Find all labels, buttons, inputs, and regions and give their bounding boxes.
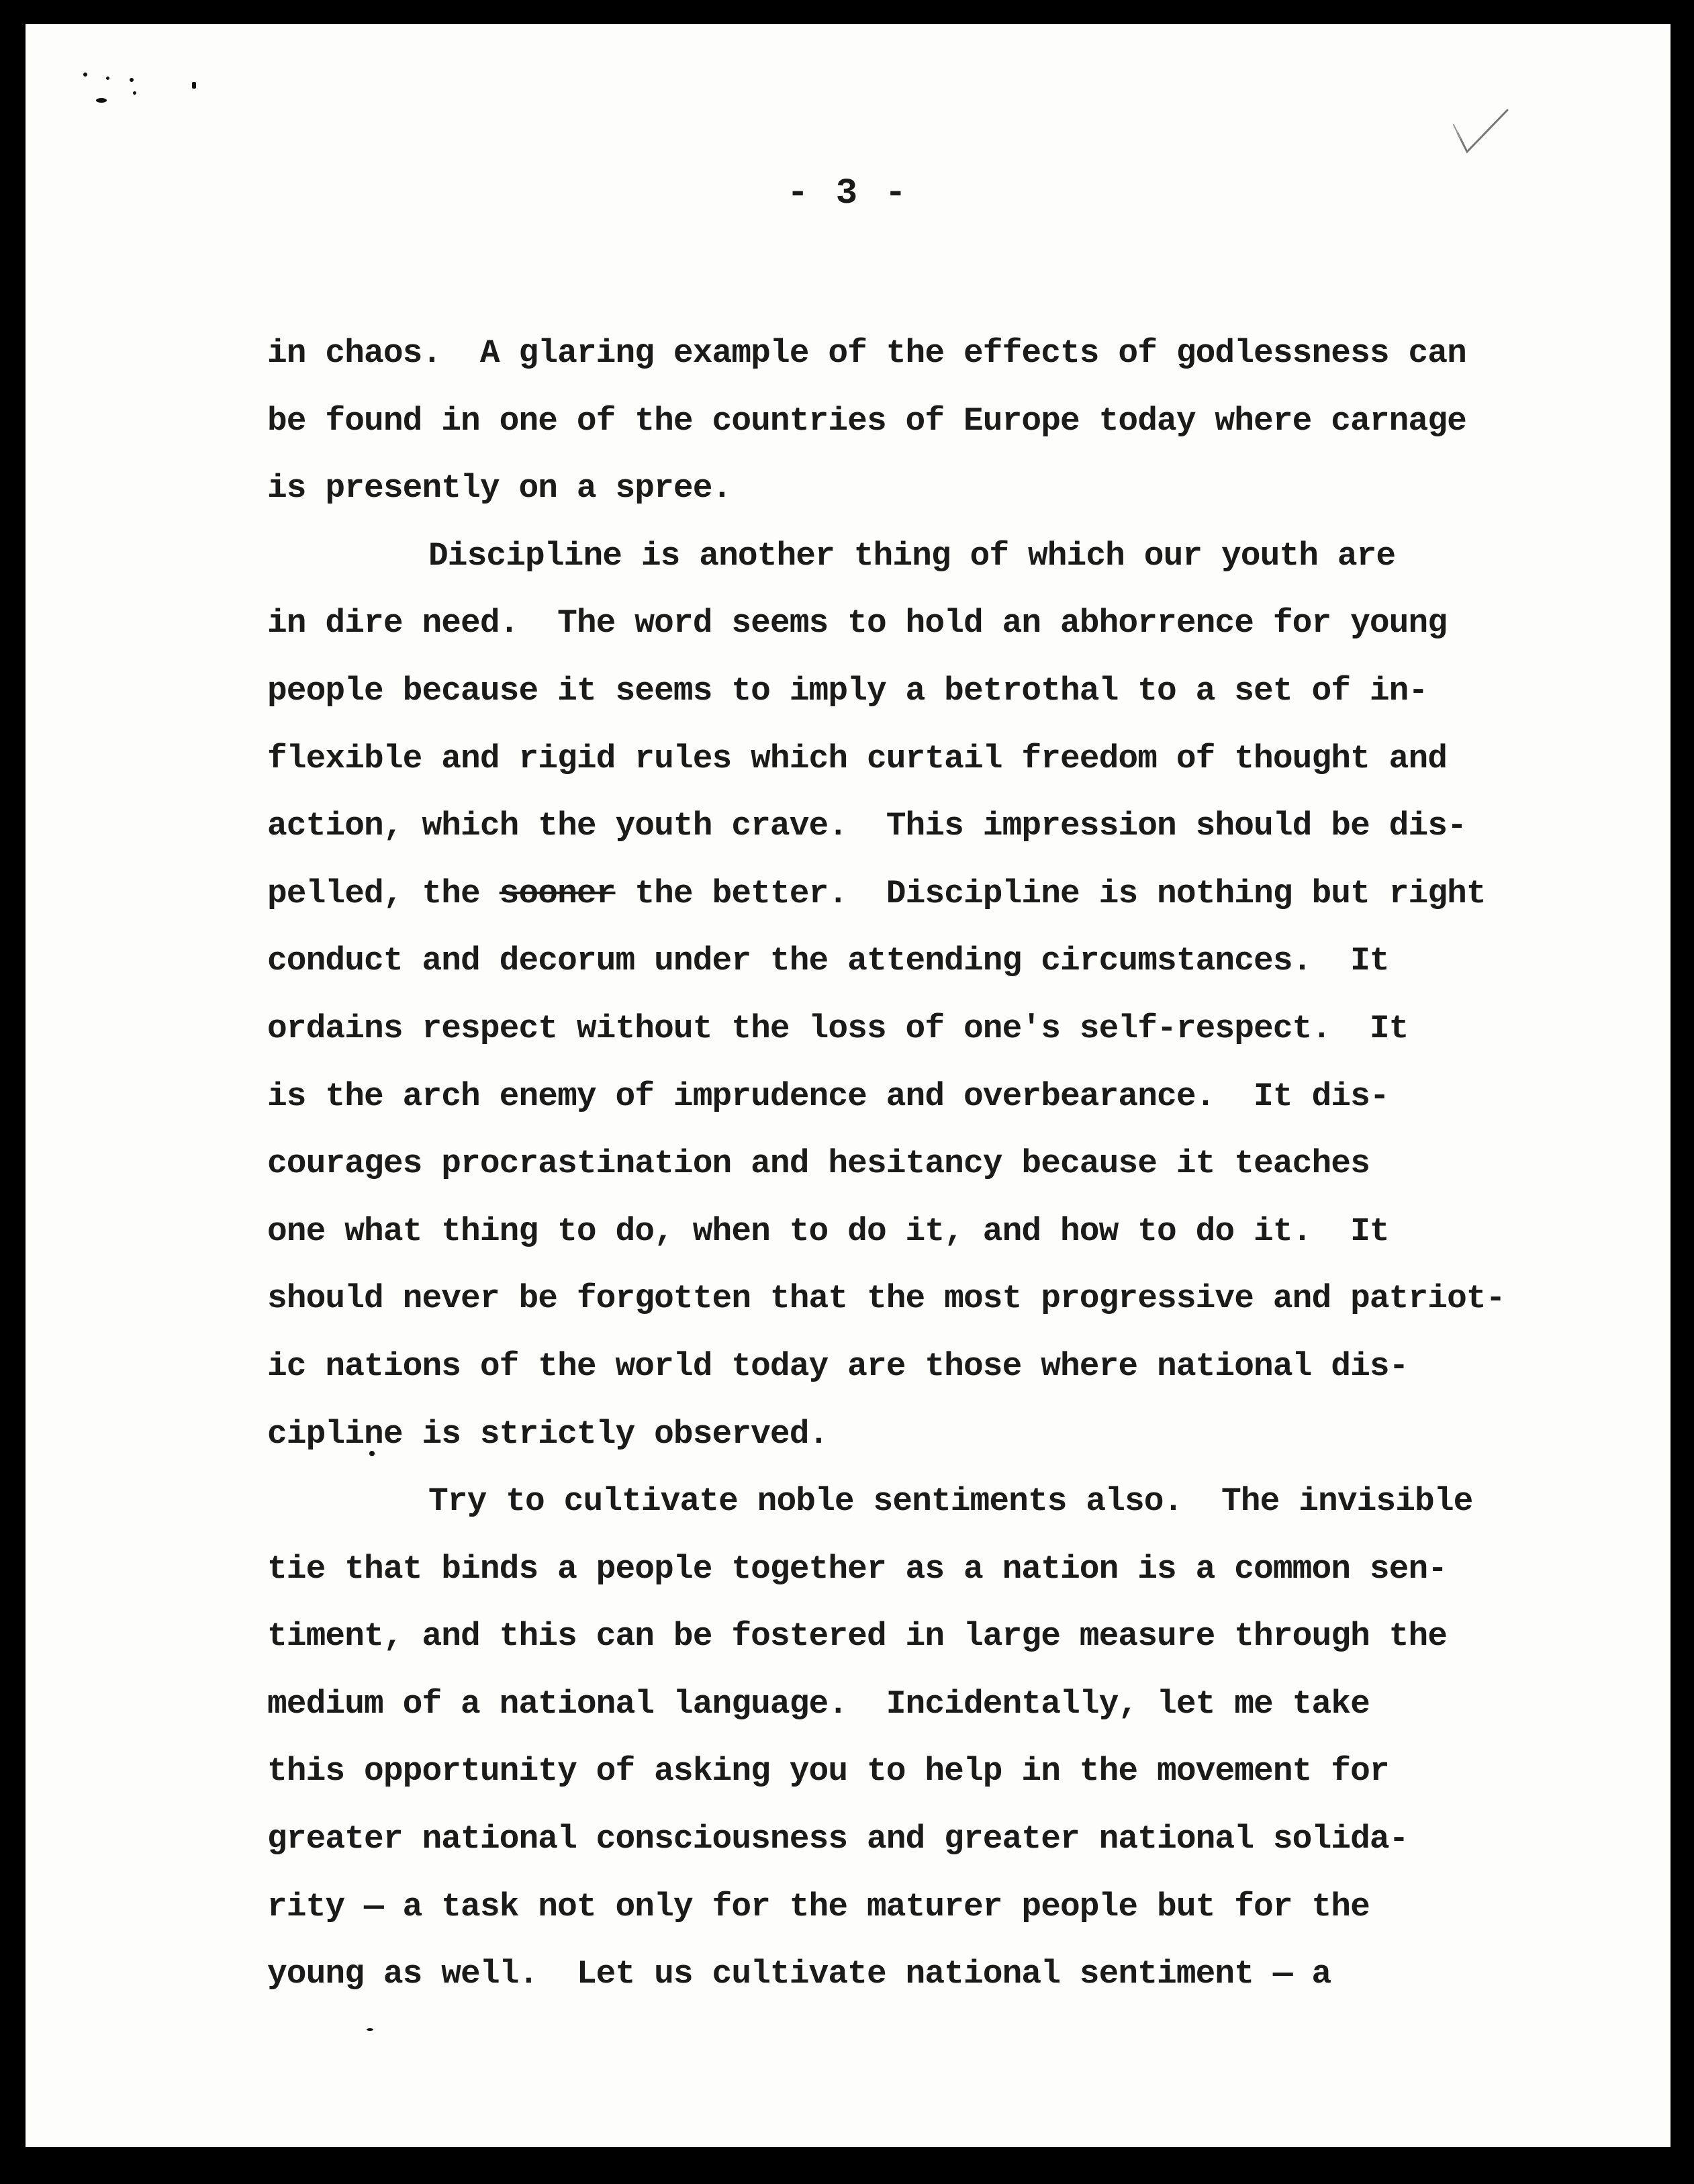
text-line: young as well. Let us cultivate national sentiment — a bbox=[267, 1955, 1331, 1993]
text-line: rity — a task not only for the maturer people but for the bbox=[267, 1887, 1370, 1926]
text-line: action, which the youth crave. This impression should be dis- bbox=[267, 807, 1466, 845]
text-segment: pelled, the bbox=[267, 874, 500, 912]
text-line: people because it seems to imply a betrothal to a set of in- bbox=[267, 671, 1428, 710]
text-line: courages procrastination and hesitancy because it teaches bbox=[267, 1145, 1370, 1183]
text-line: should never be forgotten that the most progressive and patriot- bbox=[267, 1280, 1505, 1318]
text-line: in chaos. A glaring example of the effects of godlessness can bbox=[267, 334, 1466, 372]
text-line: conduct and decorum under the attending circumstances. It bbox=[267, 942, 1389, 980]
text-line: medium of a national language. Incidentally, let me take bbox=[267, 1684, 1370, 1723]
text-line: be found in one of the countries of Europe today where carnage bbox=[267, 401, 1466, 440]
scan-speck bbox=[106, 77, 109, 80]
text-line: this opportunity of asking you to help in the movement for bbox=[267, 1752, 1389, 1791]
text-line: flexible and rigid rules which curtail freedom of thought and bbox=[267, 739, 1448, 777]
scan-speck bbox=[133, 91, 136, 95]
scan-speck bbox=[367, 2028, 373, 2031]
scan-speck bbox=[192, 82, 196, 89]
text-line: Discipline is another thing of which our youth are bbox=[428, 536, 1396, 575]
text-line: greater national consciousness and greater national solida- bbox=[267, 1820, 1409, 1858]
text-line: tie that binds a people together as a nation is a common sen- bbox=[267, 1550, 1448, 1588]
text-line: in dire need. The word seems to hold an abhorrence for young bbox=[267, 604, 1448, 643]
text-line bbox=[267, 860, 1597, 928]
text-line: timent, and this can be fostered in large measure through the bbox=[267, 1617, 1448, 1656]
scan-speck bbox=[96, 98, 107, 103]
page-number: - 3 - bbox=[786, 173, 910, 214]
text-line: ic nations of the world today are those where national dis- bbox=[267, 1347, 1409, 1385]
scan-speck bbox=[130, 78, 134, 82]
text-line: is presently on a spree. bbox=[267, 469, 732, 508]
struck-word: sooner bbox=[499, 874, 616, 912]
text-line: is the arch enemy of imprudence and overbearance. It dis- bbox=[267, 1077, 1389, 1115]
text-line: one what thing to do, when to do it, and how to do it. It bbox=[267, 1212, 1389, 1250]
text-line: cipline is strictly observed. bbox=[267, 1415, 829, 1453]
text-segment: the better. Discipline is nothing but right bbox=[615, 874, 1486, 912]
check-mark-icon bbox=[1452, 105, 1513, 165]
document-page bbox=[26, 24, 1671, 2147]
scan-speck bbox=[83, 73, 87, 77]
body-text bbox=[267, 320, 1597, 2008]
text-line: Try to cultivate noble sentiments also. The invisible bbox=[428, 1482, 1473, 1521]
text-line: ordains respect without the loss of one's self-respect. It bbox=[267, 1009, 1409, 1047]
